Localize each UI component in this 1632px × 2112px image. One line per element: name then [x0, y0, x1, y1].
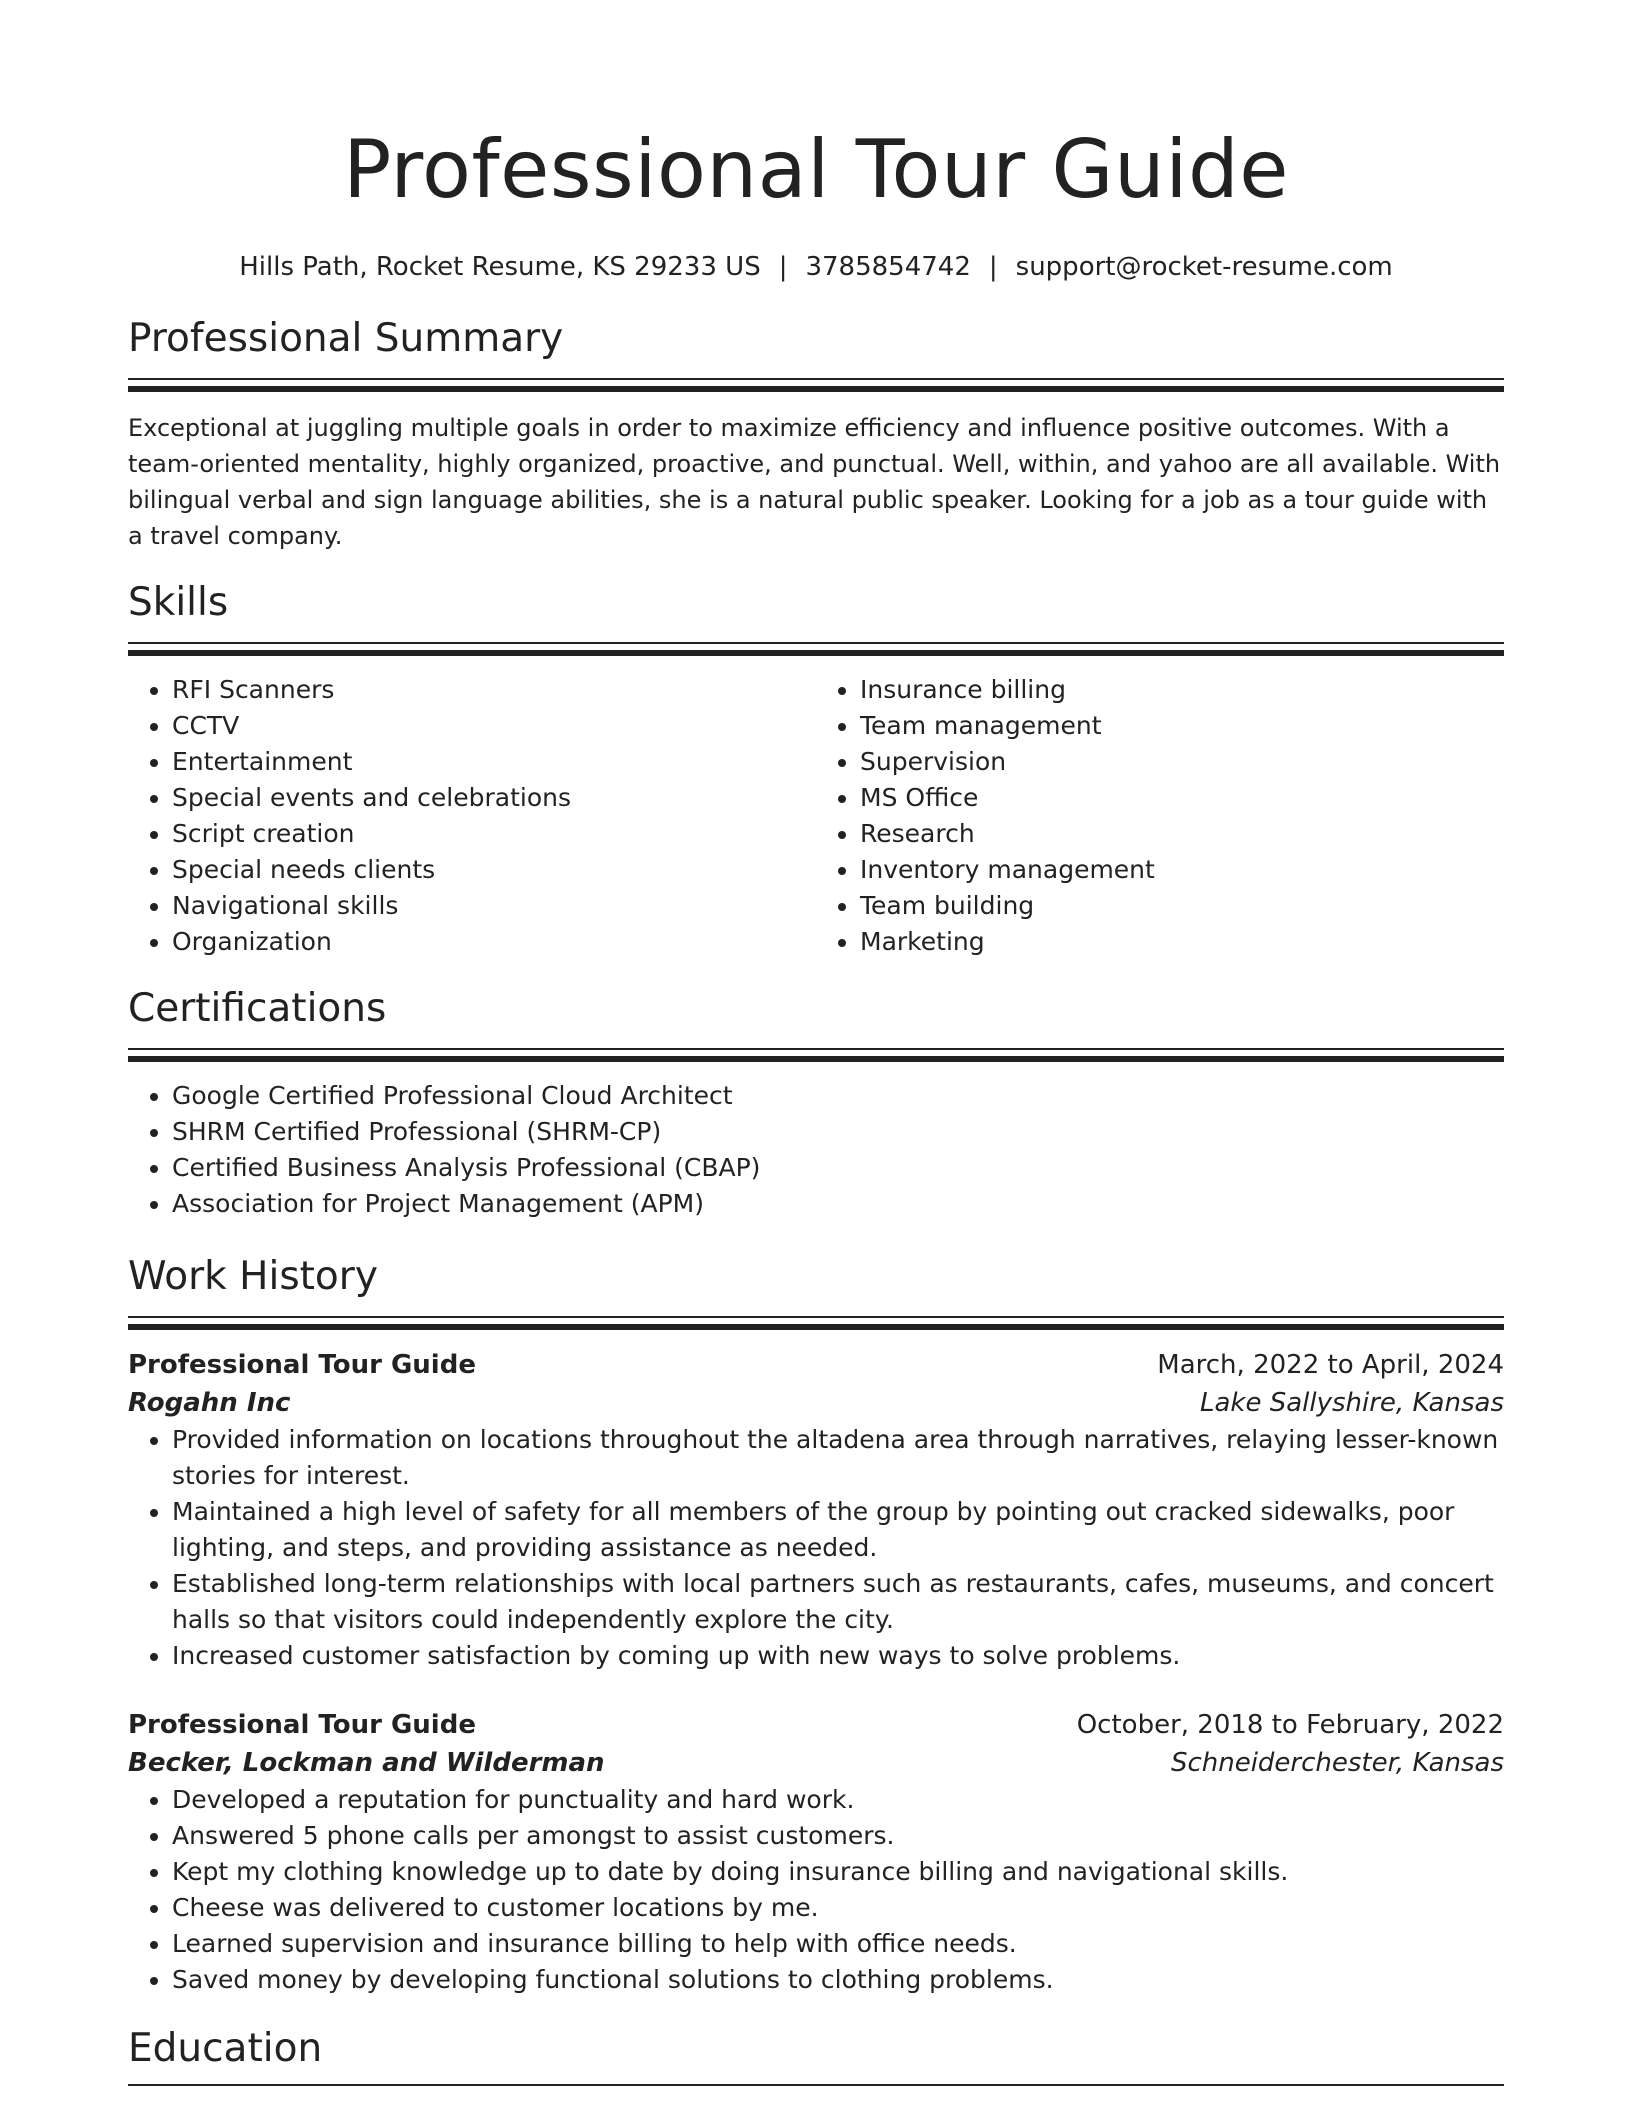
job-title: Professional Tour Guide — [128, 1710, 476, 1740]
skills-title: Skills — [128, 580, 229, 625]
skill-item: • Special needs clients — [172, 852, 816, 888]
education-section — [128, 2024, 1504, 2086]
contact-phone: 3785854742 — [805, 252, 971, 282]
resume-name: Professional Tour Guide — [343, 123, 1289, 216]
skills-column-left — [128, 672, 816, 960]
skill-item: • Entertainment — [172, 744, 816, 780]
section-divider — [128, 642, 1504, 656]
job-title: Professional Tour Guide — [128, 1350, 476, 1380]
certification-item: • Google Certified Professional Cloud Architect — [172, 1078, 1504, 1114]
contact-email: support@rocket-resume.com — [1015, 252, 1393, 282]
skill-item: • Inventory management — [860, 852, 1504, 888]
skill-item: • CCTV — [172, 708, 816, 744]
certification-item: • Certified Business Analysis Professional (CBAP) — [172, 1150, 1504, 1186]
section-divider — [128, 1048, 1504, 1062]
skill-item: • Supervision — [860, 744, 1504, 780]
skill-item: • Research — [860, 816, 1504, 852]
summary-text: Exceptional at juggling multiple goals in order to maximize efficiency and influence positive outcomes. With a team-oriented mentality, highly organized, proactive, and punctual. Well, within, and yahoo are all available. With bilingual verbal and sign language abilities, she is a natural public speaker. Looking for a job as a tour guide with a travel company. — [128, 414, 1501, 550]
work-history-title: Work History — [128, 1254, 378, 1299]
job-company: Becker, Lockman and Wilderman — [128, 1748, 605, 1778]
contact-line — [128, 250, 1504, 284]
section-divider — [128, 2084, 1504, 2086]
job-bullet: • Learned supervision and insurance billing to help with office needs. — [172, 1926, 1504, 1962]
job-bullet: • Provided information on locations throughout the altadena area through narratives, relaying lesser-known stories for interest. — [172, 1422, 1504, 1494]
job-bullet: • Answered 5 phone calls per amongst to assist customers. — [172, 1818, 1504, 1854]
job-entry — [128, 1346, 1504, 1674]
skills-section — [128, 578, 1504, 960]
certification-item: • Association for Project Management (APM) — [172, 1186, 1504, 1222]
job-location: Schneiderchester, Kansas — [1170, 1748, 1504, 1778]
skill-item: • Special events and celebrations — [172, 780, 816, 816]
job-bullet: • Kept my clothing knowledge up to date by doing insurance billing and navigational skills. — [172, 1854, 1504, 1890]
skill-item: • Script creation — [172, 816, 816, 852]
skills-columns — [128, 672, 1504, 960]
section-divider — [128, 1316, 1504, 1330]
job-header — [128, 1706, 1504, 1744]
skill-item: • Team building — [860, 888, 1504, 924]
certifications-title: Certifications — [128, 986, 387, 1031]
skill-item: • Organization — [172, 924, 816, 960]
job-bullet: • Maintained a high level of safety for all members of the group by pointing out cracked sidewalks, poor lighting, and steps, and providing assistance as needed. — [172, 1494, 1504, 1566]
job-subheader — [128, 1384, 1504, 1422]
contact-separator: | — [778, 252, 788, 282]
job-bullet: • Saved money by developing functional solutions to clothing problems. — [172, 1962, 1504, 1998]
work-history-section — [128, 1252, 1504, 1998]
skill-item: • MS Office — [860, 780, 1504, 816]
job-company: Rogahn Inc — [128, 1388, 291, 1418]
skill-item: • Navigational skills — [172, 888, 816, 924]
summary-title: Professional Summary — [128, 316, 564, 361]
skill-item: • Marketing — [860, 924, 1504, 960]
skill-item: • Insurance billing — [860, 672, 1504, 708]
contact-separator: | — [988, 252, 998, 282]
job-dates: October, 2018 to February, 2022 — [1076, 1710, 1504, 1740]
job-location: Lake Sallyshire, Kansas — [1199, 1388, 1504, 1418]
skills-column-right — [816, 672, 1504, 960]
job-bullet: • Increased customer satisfaction by coming up with new ways to solve problems. — [172, 1638, 1504, 1674]
summary-section — [128, 314, 1504, 554]
contact-address: Hills Path, Rocket Resume, KS 29233 US — [239, 252, 761, 282]
skill-item: • Team management — [860, 708, 1504, 744]
job-header — [128, 1346, 1504, 1384]
job-bullet: • Cheese was delivered to customer locations by me. — [172, 1890, 1504, 1926]
job-bullet: • Developed a reputation for punctuality and hard work. — [172, 1782, 1504, 1818]
job-dates: March, 2022 to April, 2024 — [1157, 1350, 1504, 1380]
education-title: Education — [128, 2026, 323, 2071]
skill-item: • RFI Scanners — [172, 672, 816, 708]
section-divider — [128, 378, 1504, 392]
job-subheader — [128, 1744, 1504, 1782]
job-bullet: • Established long-term relationships with local partners such as restaurants, cafes, museums, and concert halls so that visitors could independently explore the city. — [172, 1566, 1504, 1638]
certifications-section — [128, 984, 1504, 1222]
certification-item: • SHRM Certified Professional (SHRM-CP) — [172, 1114, 1504, 1150]
job-entry — [128, 1706, 1504, 1998]
